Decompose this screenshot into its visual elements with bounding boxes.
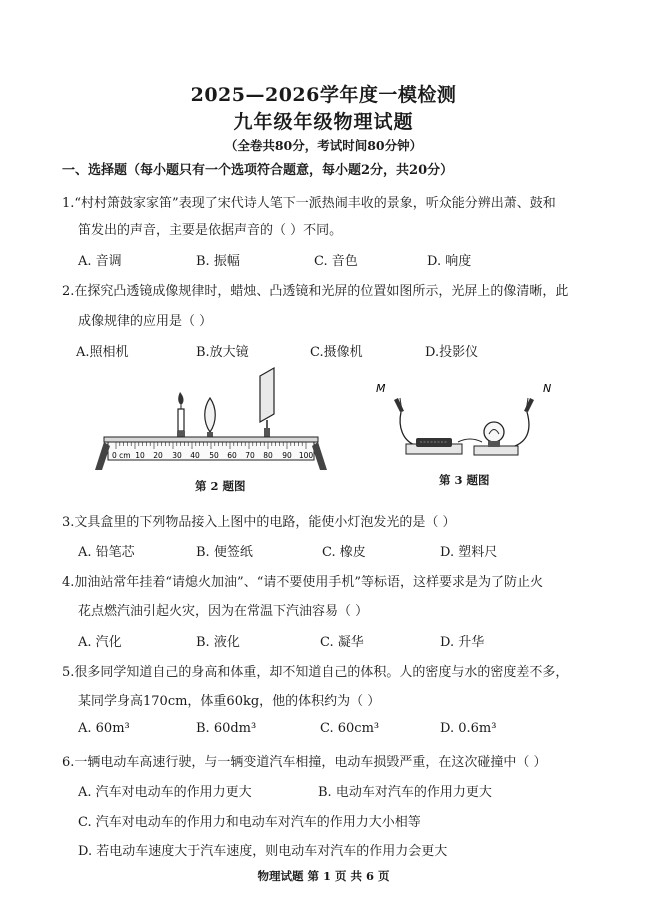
q5-stem-line1: 5.很多同学知道自己的身高和体重，却不知道自己的体积。人的密度与水的密度差不多， xyxy=(62,665,569,680)
q1-option-d: D. 响度 xyxy=(427,254,472,269)
scale-label-10: 10 xyxy=(135,451,145,460)
q5-option-b: B. 60dm³ xyxy=(196,721,257,736)
q2-option-b: B.放大镜 xyxy=(196,345,249,360)
scale-label-100: 100 xyxy=(298,451,314,460)
scale-label-30: 30 xyxy=(172,451,182,460)
exam-title: 2025—2026学年度一模检测 xyxy=(190,84,457,106)
alligator-clip-m-icon xyxy=(394,398,404,412)
q3-option-a: A. 铅笔芯 xyxy=(78,545,135,560)
scale-label-80: 80 xyxy=(263,451,273,460)
scale-label-50: 50 xyxy=(209,451,219,460)
q4-option-a: A. 汽化 xyxy=(78,635,122,650)
terminal-m-label: M xyxy=(376,382,386,395)
q4-stem-line1: 4.加油站常年挂着“请熄火加油”、“请不要使用手机”等标语，这样要求是为了防止火 xyxy=(62,575,543,590)
q3-option-b: B. 便签纸 xyxy=(196,545,253,560)
page-footer: 物理试题 第 1 页 共 6 页 xyxy=(257,869,390,883)
q3-stem-line1: 3.文具盒里的下列物品接入上图中的电路，能使小灯泡发光的是（ ） xyxy=(62,515,456,530)
q6-option-c: C. 汽车对电动车的作用力和电动车对汽车的作用力大小相等 xyxy=(78,815,421,830)
q6-option-d: D. 若电动车速度大于汽车速度，则电动车对汽车的作用力会更大 xyxy=(78,844,448,859)
q6-stem-line1: 6.一辆电动车高速行驶，与一辆变道汽车相撞，电动车损毁严重，在这次碰撞中（ ） xyxy=(62,755,547,770)
q2-option-a: A.照相机 xyxy=(76,345,129,360)
scale-label-20: 20 xyxy=(153,451,163,460)
scale-label-60: 60 xyxy=(227,451,237,460)
scale-label-70: 70 xyxy=(245,451,255,460)
q1-stem-line2: 笛发出的声音，主要是依据声音的（ ）不同。 xyxy=(78,223,343,238)
q1-option-a: A. 音调 xyxy=(78,254,122,269)
q4-stem-line2: 花点燃汽油引起火灾，因为在常温下汽油容易（ ） xyxy=(78,604,369,619)
q4-option-c: C. 凝华 xyxy=(320,635,364,650)
scale-labels xyxy=(112,451,313,460)
q4-option-b: B. 液化 xyxy=(196,635,240,650)
exam-subject-title: 九年级年级物理试题 xyxy=(233,111,414,133)
q6-option-b: B. 电动车对汽车的作用力更大 xyxy=(318,785,492,800)
scale-label-90: 90 xyxy=(282,451,292,460)
q2-stem-line1: 2.在探究凸透镜成像规律时，蜡烛、凸透镜和光屏的位置如图所示，光屏上的像清晰，此 xyxy=(62,284,569,299)
q1-stem-line1: 1.“村村箫鼓家家笛”表现了宋代诗人笔下一派热闹丰收的景象，听众能分辨出萧、鼓和 xyxy=(62,196,556,211)
bulb-icon xyxy=(474,422,518,455)
q2-stem-line2: 成像规律的应用是（ ） xyxy=(78,314,213,329)
battery-icon xyxy=(406,438,462,454)
q4-option-d: D. 升华 xyxy=(440,635,485,650)
q2-option-c: C.摄像机 xyxy=(310,345,363,360)
q5-stem-line2: 某同学身高170cm，体重60kg，他的体积约为（ ） xyxy=(78,694,381,709)
section-heading: 一、选择题（每小题只有一个选项符合题意，每小题2分，共20分） xyxy=(62,163,454,178)
q2-option-d: D.投影仪 xyxy=(425,345,479,360)
q1-option-b: B. 振幅 xyxy=(196,254,240,269)
q5-option-a: A. 60m³ xyxy=(78,721,130,736)
alligator-clip-n-icon xyxy=(524,398,534,412)
figure-2-optical-bench xyxy=(92,362,332,474)
exam-subtitle: （全卷共80分，考试时间80分钟） xyxy=(224,138,423,153)
q6-option-a: A. 汽车对电动车的作用力更大 xyxy=(78,785,252,800)
light-screen-icon xyxy=(260,368,274,437)
q3-option-c: C. 橡皮 xyxy=(322,545,366,560)
q5-option-c: C. 60cm³ xyxy=(320,721,380,736)
figure-3-circuit xyxy=(370,378,560,466)
q1-option-c: C. 音色 xyxy=(314,254,358,269)
figure-2-caption: 第 2 题图 xyxy=(195,479,246,493)
q3-option-d: D. 塑料尺 xyxy=(440,545,498,560)
scale-label-40: 40 xyxy=(190,451,200,460)
candle-icon xyxy=(177,392,185,437)
scale-label-0: 0 cm xyxy=(112,451,131,460)
figure-3-caption: 第 3 题图 xyxy=(439,473,490,487)
q5-option-d: D. 0.6m³ xyxy=(440,721,497,736)
terminal-n-label: N xyxy=(543,382,552,395)
convex-lens-icon xyxy=(205,398,216,438)
